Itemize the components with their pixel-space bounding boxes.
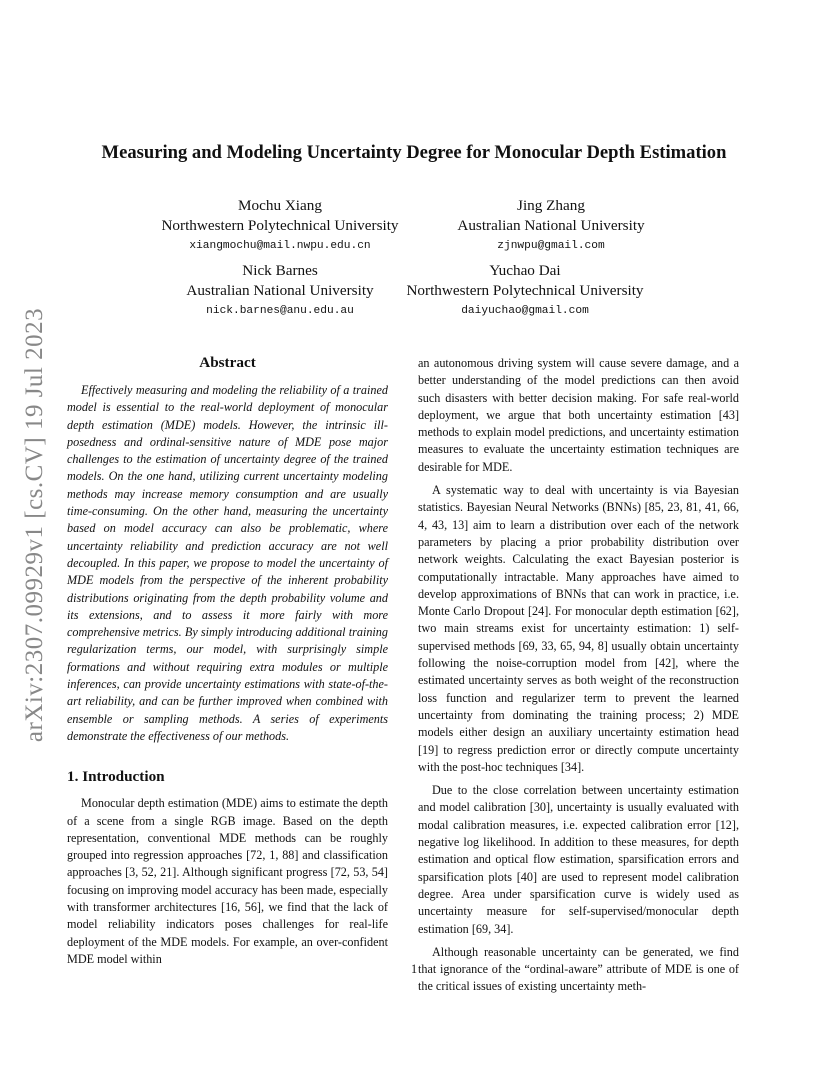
intro-paragraph-4: Although reasonable uncertainty can be generated, we find that ignorance of the “ordinal-aware” attribute of MDE is one of the critical issues of existing uncertainty meth-: [418, 944, 739, 994]
abstract-text: Effectively measuring and modeling the reliability of a trained model is essential to the real-world deployment of monocular depth estimation (MDE) models. However, the intrinsic ill-posedness and ordinal-sensitive nature of MDE pose major challenges to the estimation of uncertainty degree of the trained models. On the one hand, utilizing current uncertainty modeling methods may increase memory consumption and are usually time-consuming. On the other hand, measuring the uncertainty based on model accuracy can also be problematic, where uncertainty reliability and prediction accuracy are not well decoupled. In this paper, we propose to model the uncertainty of MDE models from the perspective of the inherent probability distributions originating from the depth probability volume and its extensions, and to assess it more fairly with more comprehensive metrics. By simply introducing additional training regularization terms, our model, with surprisingly simple formations and without requiring extra modules or multiple inferences, can provide uncertainty estimations with state-of-the-art reliability, and can be further improved when combined with ensemble or sampling methods. A series of experiments demonstrate the effectiveness of our methods.: [67, 383, 388, 743]
intro-paragraph-continued: an autonomous driving system will cause severe damage, and a better understanding of the model predictions can then avoid such disasters with better decision making. For safe real-world deployment, we argue that both uncertainty estimation [43] methods to explain model predictions, and uncertainty estimation measures to evaluate the uncertainty estimation techniques are desirable for MDE.: [418, 356, 739, 474]
intro-paragraph-2: A systematic way to deal with uncertainty is via Bayesian statistics. Bayesian Neural Networks (BNNs) [85, 23, 81, 41, 66, 4, 43, 13] aim to learn a distribution over each of the network parameters by placing a prior probability distribution over network weights. Calculating the exact Bayesian posterior is computationally intractable. Many approaches have aimed to develop approximations of BNNs that can work in practice, i.e. Monte Carlo Dropout [24]. For monocular depth estimation [62], two main streams exist for uncertainty estimation: 1) self-supervised methods [69, 33, 65, 94, 8] usually obtain uncertainty following the noise-corruption model from [42], where the estimated uncertainty serves as both weight of the reconstruction loss function and regularizer term to prevent the learned uncertainty from dominating the training process; 2) MDE models either design an auxiliary uncertainty estimation head [19] to regress prediction error or directly compute uncertainty with the post-hoc techniques [34].: [418, 483, 739, 774]
author-email[interactable]: xiangmochu@mail.nwpu.edu.cn: [189, 240, 371, 252]
author-block-2: [401, 196, 701, 255]
author-name: Mochu Xiang: [238, 197, 322, 214]
arxiv-identifier[interactable]: arXiv:2307.09929v1 [cs.CV] 19 Jul 2023: [21, 307, 48, 743]
author-name: Jing Zhang: [517, 197, 585, 214]
author-affiliation: Northwestern Polytechnical University: [161, 217, 399, 234]
left-column: [67, 353, 388, 974]
intro-paragraph-1: Monocular depth estimation (MDE) aims to estimate the depth of a scene from a single RGB image. Based on the depth representation, conventional MDE methods can be roughly grouped into regression approaches [72, 1, 88] and classification approaches [3, 52, 21]. Although significant progress [72, 53, 54] focusing on improving model accuracy has been made, especially with transformer architectures [16, 56], we find that the lack of model reliability indicators poses challenges for real-life deployment of the MDE models. For example, an over-confident MDE model within: [67, 796, 388, 966]
author-name: Yuchao Dai: [489, 262, 561, 279]
right-column: [418, 355, 739, 1002]
author-email[interactable]: nick.barnes@anu.edu.au: [206, 305, 354, 317]
intro-paragraph-3: Due to the close correlation between uncertainty estimation and model calibration [30], uncertainty is usually evaluated with modal calibration measures, i.e. expected calibration error [12], negative log likelihood. In addition to these measures, for depth estimation and optical flow estimation, sparsification errors and sparsification plots [40] are used to represent model calibration degree. Area under sparsification curve is widely used as uncertainty measure for self-supervised/monocular depth estimation [69, 34].: [418, 783, 739, 936]
author-block-1: [130, 196, 430, 255]
author-email[interactable]: zjnwpu@gmail.com: [497, 240, 605, 252]
author-affiliation: Australian National University: [457, 217, 645, 234]
abstract-heading: Abstract: [199, 354, 256, 371]
author-affiliation: Northwestern Polytechnical University: [406, 282, 644, 299]
author-block-4: [375, 261, 675, 320]
arxiv-identifier-margin: [20, 295, 50, 755]
author-affiliation: Australian National University: [186, 282, 374, 299]
introduction-heading: 1. Introduction: [67, 768, 165, 786]
page-number: 1: [410, 962, 418, 976]
author-name: Nick Barnes: [242, 262, 318, 279]
paper-title: Measuring and Modeling Uncertainty Degree for Monocular Depth Estimation: [101, 142, 727, 163]
author-email[interactable]: daiyuchao@gmail.com: [461, 305, 589, 317]
